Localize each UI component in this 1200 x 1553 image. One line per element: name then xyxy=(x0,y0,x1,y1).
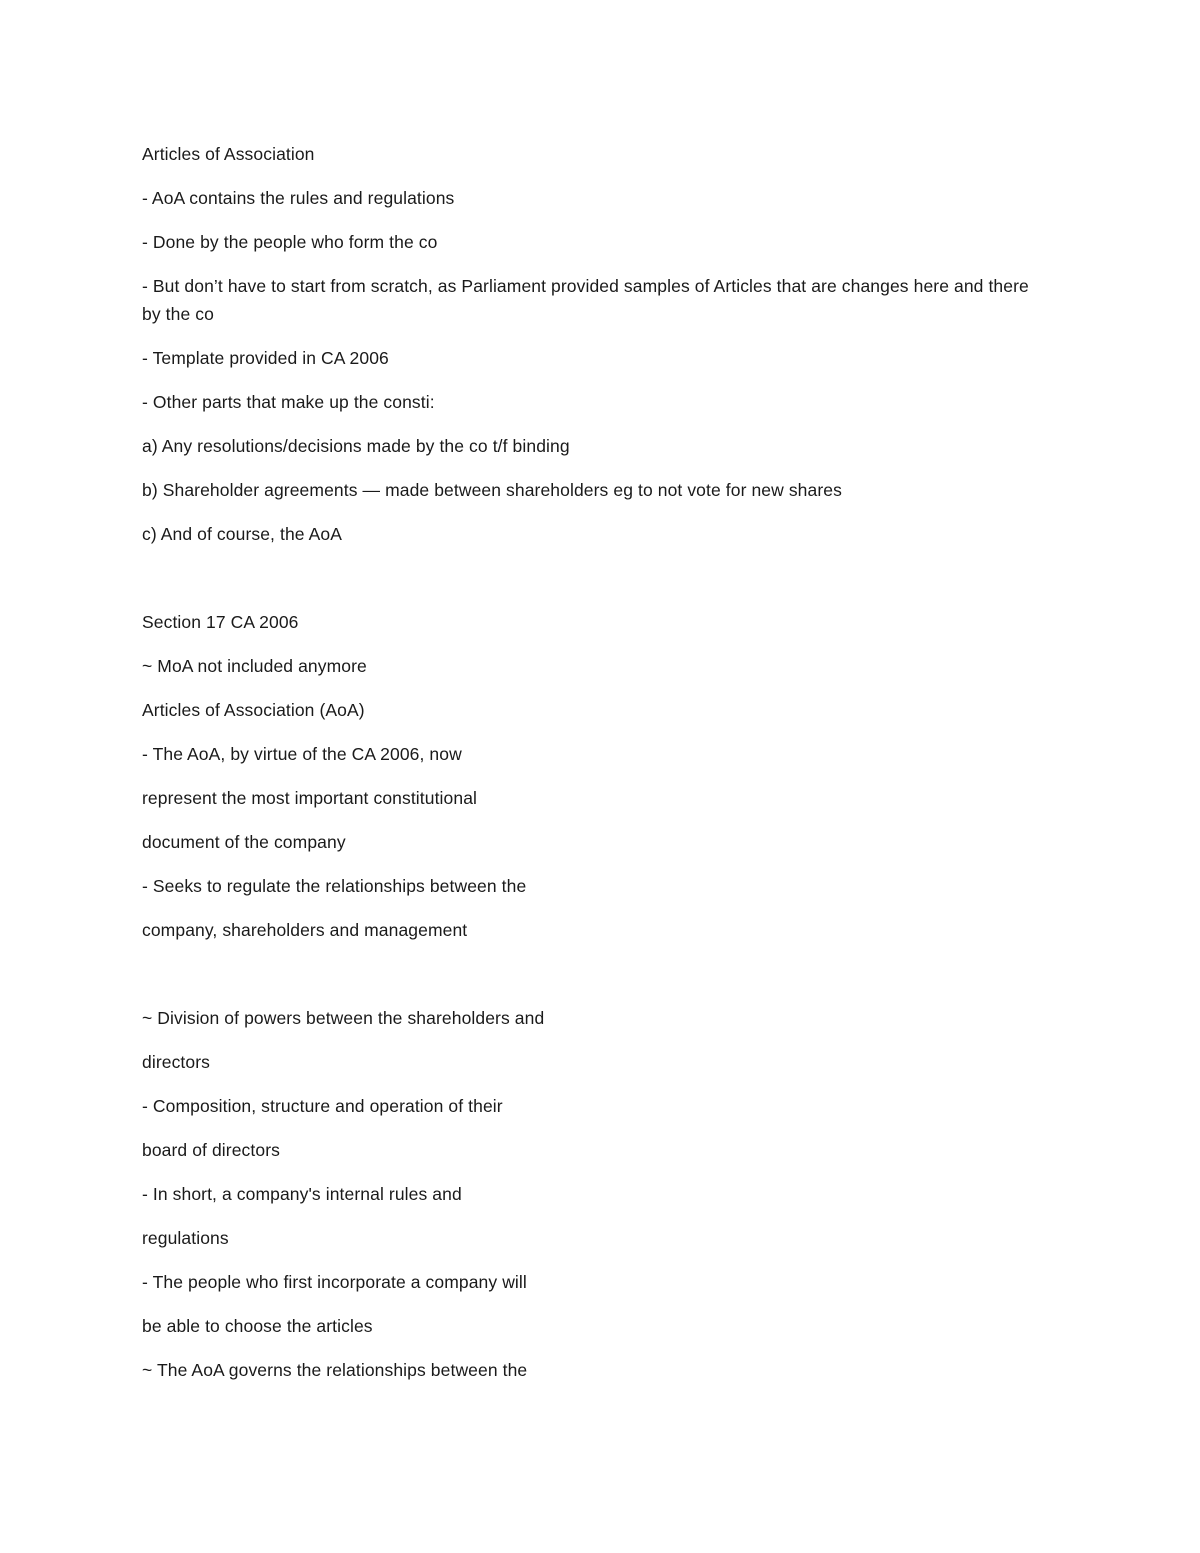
text-line: ~ Division of powers between the shareholders and xyxy=(142,1008,545,1028)
text-line: Articles of Association (AoA) xyxy=(142,700,365,720)
text-line: - Done by the people who form the co xyxy=(142,232,438,252)
text-line: - In short, a company's internal rules and xyxy=(142,1184,462,1204)
text-line: company, shareholders and management xyxy=(142,920,468,940)
text-line: represent the most important constitutional xyxy=(142,788,478,808)
list-item: c) And of course, the AoA xyxy=(142,524,342,544)
document-body xyxy=(142,140,1052,1384)
text-line: document of the company xyxy=(142,832,346,852)
text-line: directors xyxy=(142,1052,211,1072)
section-title: Articles of Association xyxy=(142,144,315,164)
text-line: - Seeks to regulate the relationships between the xyxy=(142,876,527,896)
text-line: - The AoA, by virtue of the CA 2006, now xyxy=(142,744,462,764)
text-line: - Other parts that make up the consti: xyxy=(142,392,435,412)
list-item: b) Shareholder agreements — made between shareholders eg to not vote for new shares xyxy=(142,480,842,500)
text-line: ~ MoA not included anymore xyxy=(142,656,367,676)
section-heading: Section 17 CA 2006 xyxy=(142,612,299,632)
text-line: be able to choose the articles xyxy=(142,1316,373,1336)
text-line: - Composition, structure and operation of their xyxy=(142,1096,503,1116)
text-line: - The people who first incorporate a company will xyxy=(142,1272,527,1292)
text-line: board of directors xyxy=(142,1140,280,1160)
text-line: regulations xyxy=(142,1228,229,1248)
text-line: ~ The AoA governs the relationships between the xyxy=(142,1360,528,1380)
list-item: a) Any resolutions/decisions made by the co t/f binding xyxy=(142,436,570,456)
text-line: - Template provided in CA 2006 xyxy=(142,348,389,368)
text-line: - AoA contains the rules and regulations xyxy=(142,188,455,208)
text-line: - But don’t have to start from scratch, as Parliament provided samples of Articles that are changes here and there by the co xyxy=(142,276,1029,324)
